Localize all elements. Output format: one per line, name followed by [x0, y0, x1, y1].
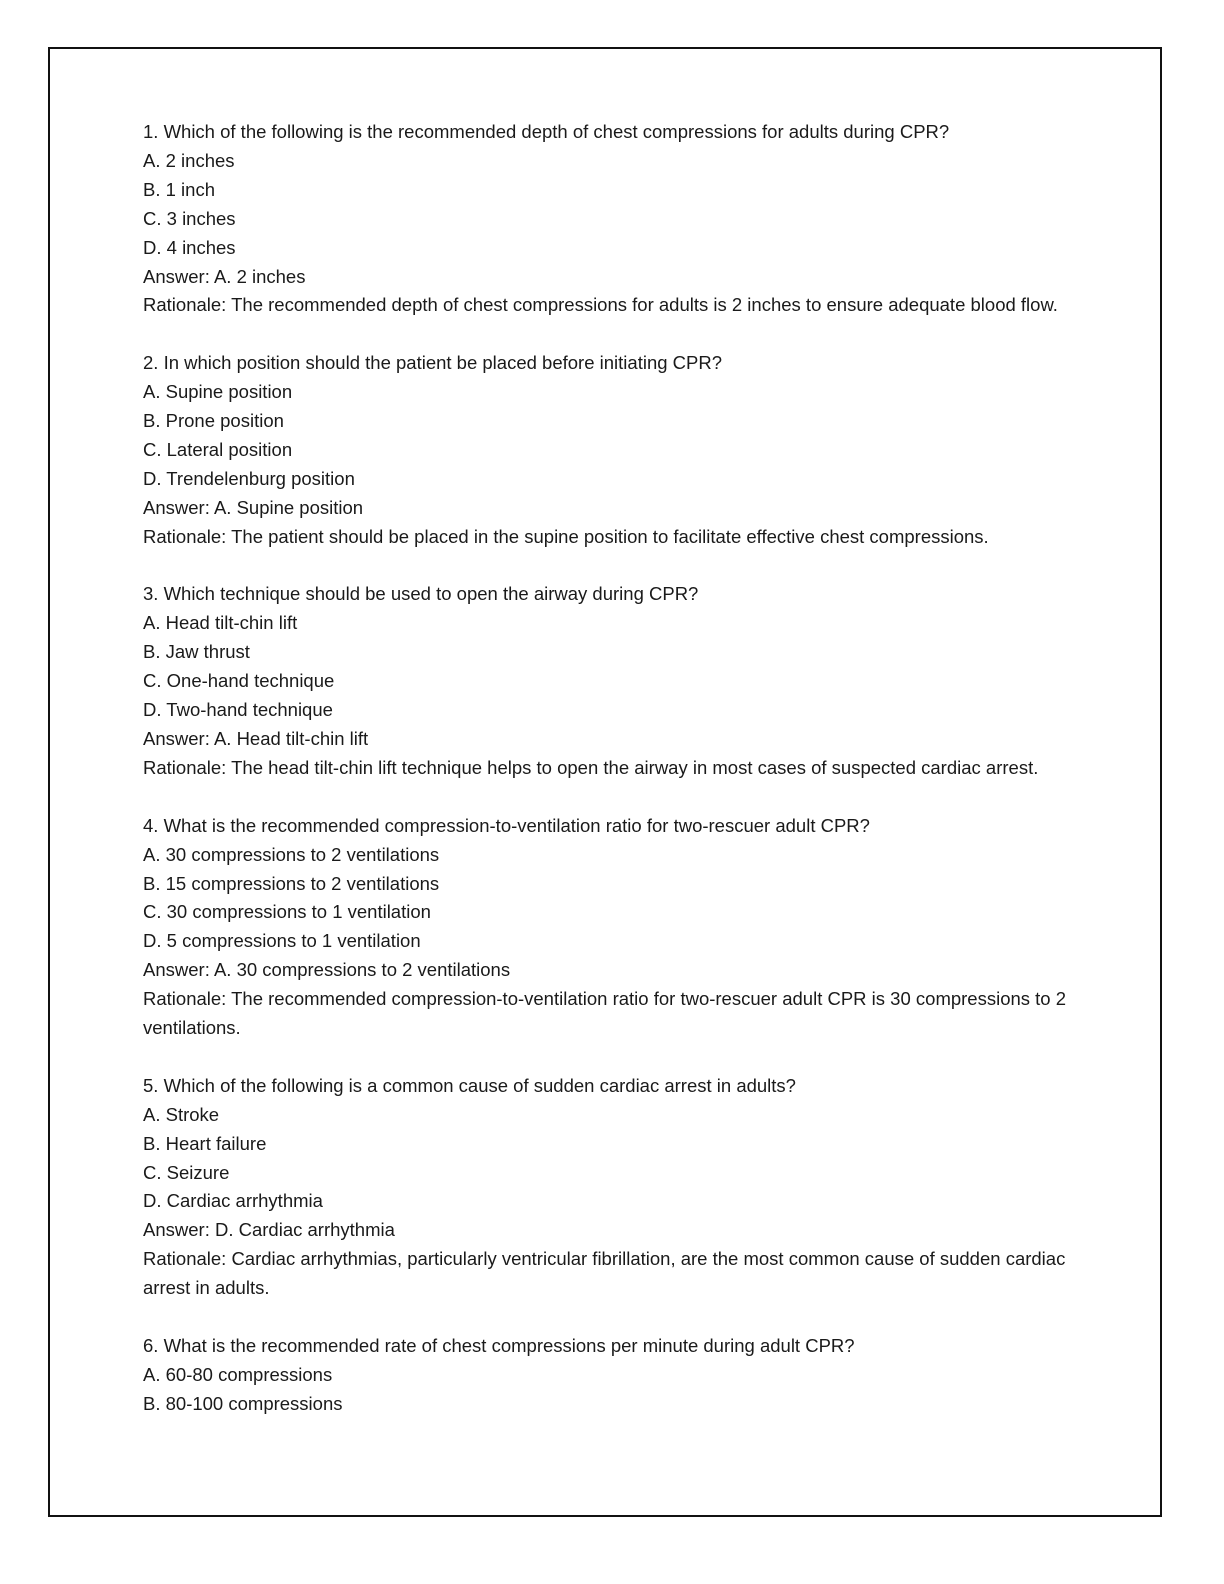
rationale-text: Rationale: The head tilt-chin lift technique helps to open the airway in most cases of suspected cardiac arrest.: [143, 756, 1039, 778]
option-a: A. Head tilt-chin lift: [143, 612, 298, 634]
answer-text: Answer: A. Supine position: [143, 496, 364, 518]
question-text: 5. Which of the following is a common cause of sudden cardiac arrest in adults?: [143, 1074, 796, 1096]
rationale-text: Rationale: The recommended compression-to-ventilation ratio for two-rescuer adult CPR is 30 compressions to 2 ventilations.: [143, 988, 1067, 1039]
option-b: B. Heart failure: [143, 1132, 267, 1154]
option-b: B. 80-100 compressions: [143, 1392, 343, 1414]
option-c: C. 3 inches: [143, 207, 236, 229]
option-d: D. Trendelenburg position: [143, 467, 355, 489]
document-body: [143, 118, 1093, 1448]
rationale-text: Rationale: The patient should be placed in the supine position to facilitate effective chest compressions.: [143, 525, 989, 547]
question-text: 4. What is the recommended compression-to-ventilation ratio for two-rescuer adult CPR?: [143, 814, 870, 836]
option-a: A. 30 compressions to 2 ventilations: [143, 843, 440, 865]
option-d: D. 5 compressions to 1 ventilation: [143, 930, 421, 952]
question-text: 3. Which technique should be used to open the airway during CPR?: [143, 583, 699, 605]
answer-text: Answer: A. 30 compressions to 2 ventilations: [143, 959, 511, 981]
question-block-1: [143, 118, 1093, 320]
option-a: A. Stroke: [143, 1103, 220, 1125]
option-a: A. 60-80 compressions: [143, 1363, 333, 1385]
option-a: A. 2 inches: [143, 149, 235, 171]
answer-text: Answer: A. 2 inches: [143, 265, 306, 287]
question-block-6: [143, 1332, 1093, 1419]
option-b: B. 1 inch: [143, 178, 215, 200]
option-a: A. Supine position: [143, 381, 293, 403]
answer-text: Answer: A. Head tilt-chin lift: [143, 728, 369, 749]
question-text: 2. In which position should the patient be placed before initiating CPR?: [143, 352, 723, 374]
option-d: D. Two-hand technique: [143, 699, 333, 721]
option-b: B. Jaw thrust: [143, 641, 250, 663]
option-c: C. Lateral position: [143, 438, 293, 460]
question-block-5: [143, 1072, 1093, 1303]
rationale-text: Rationale: Cardiac arrhythmias, particularly ventricular fibrillation, are the most common cause of sudden cardiac arrest in adults.: [143, 1248, 1066, 1299]
option-c: C. 30 compressions to 1 ventilation: [143, 901, 431, 923]
question-block-4: [143, 812, 1093, 1043]
question-text: 1. Which of the following is the recommended depth of chest compressions for adults during CPR?: [143, 121, 950, 142]
option-c: C. Seizure: [143, 1161, 230, 1183]
option-d: D. Cardiac arrhythmia: [143, 1190, 323, 1212]
option-b: B. Prone position: [143, 410, 284, 432]
rationale-text: Rationale: The recommended depth of chest compressions for adults is 2 inches to ensure adequate blood flow.: [143, 294, 1058, 316]
answer-text: Answer: D. Cardiac arrhythmia: [143, 1219, 395, 1241]
question-block-3: [143, 580, 1093, 782]
option-d: D. 4 inches: [143, 236, 236, 258]
option-c: C. One-hand technique: [143, 670, 335, 692]
question-block-2: [143, 349, 1093, 551]
question-text: 6. What is the recommended rate of chest compressions per minute during adult CPR?: [143, 1334, 855, 1356]
option-b: B. 15 compressions to 2 ventilations: [143, 872, 440, 894]
